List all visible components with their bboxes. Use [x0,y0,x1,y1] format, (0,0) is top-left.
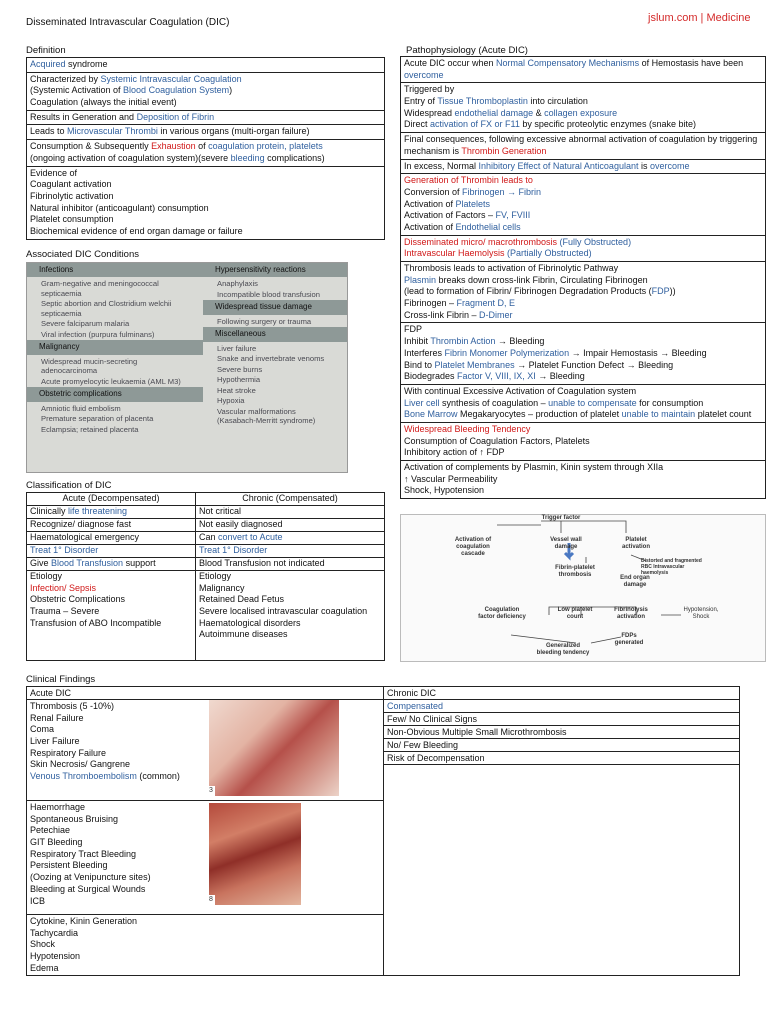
classification-table [26,492,385,661]
dg-fibrinolysis: Fibrinolysis activation [614,607,648,620]
dg-fdps: FDPs generated [614,633,644,646]
chronic-etiology-cell: Etiology Malignancy Retained Dead Fetus Severe localised intravascular coagulation Haematological disorders Autoimmune diseases [196,571,385,661]
cond-item: Vascular malformations (Kasabach-Merritt syndrome) [217,406,316,426]
patho-table [400,56,766,499]
definition-results: Results in Generation and Deposition of Fibrin [27,111,384,126]
cell: Can convert to Acute [196,532,385,545]
chronic-compensated: Compensated [384,700,740,713]
cond-head-obstetric: Obstetric complications [27,387,203,401]
cond-head-malignancy: Malignancy [27,340,203,354]
dg-coag-def: Coagulation factor deficiency [478,607,526,620]
page-title: Disseminated Intravascular Coagulation (DIC) [26,17,230,28]
cell: Blood Transfusion not indicated [196,558,385,571]
cond-item: Heat stroke [217,385,256,395]
acute-haemorrhage: Haemorrhage Spontaneous Bruising Petechiae GIT Bleeding Respiratory Tract Bleeding Persistent Bleeding (Oozing at Venipuncture sites) Bleeding at Surgical Wounds ICB 8 [27,801,383,915]
clinical-heading: Clinical Findings [26,674,96,685]
classification-heading: Classification of DIC [26,480,112,491]
cond-item: Septic abortion and Clostridium welchii septicaemia [41,299,172,318]
cond-item: Severe burns [217,364,263,374]
patho-triggers: Triggered by Entry of Tissue Thromboplastin into circulation Widespread endothelial damage & collagen exposure Direct activation of FX or F11 by specific proteolytic enzymes (snake bite) [401,83,765,133]
patho-fibrinolysis: Thrombosis leads to activation of Fibrinolytic Pathway Plasmin breaks down cross-link Fibrin, Circulating Fibrinogen (lead to formation of Fibrin/ Fibrinogen Degradation Products (FDP)) Fibrinogen – Fragment D, E Cross-link Fibrin – D-Dimer [401,262,765,323]
definition-consumption: Consumption & Subsequently Exhaustion of coagulation protein, platelets (ongoing activation of coagulation system)(severe bleeding complications) [27,140,384,166]
dg-distorted: Distorted and fragmented RBC Intravascular haemolysis [641,558,702,576]
cond-head-infections: Infections [27,263,203,277]
definition-acquired: Acquired syndrome [27,58,384,73]
cond-head-tissue-damage: Widespread tissue damage [203,300,348,314]
cond-item: Following surgery or trauma [217,316,312,326]
cond-item: Anaphylaxis [217,279,258,289]
cond-item: Incompatible blood transfusion [217,289,321,299]
patho-fdp: FDP Inhibit Thrombin Action → Bleeding Interferes Fibrin Monomer Polymerization → Impair Hemostasis → Bleeding Bind to Platelet Membranes → Platelet Function Defect → Bleeding Biodegrades Factor V, VIII, IX, XI → Bleeding [401,323,765,384]
definition-heading: Definition [26,45,66,56]
cond-item: Amniotic fluid embolism [41,403,121,413]
bruising-photo: 8 [209,803,301,905]
cond-item: Liver failure [217,343,257,353]
patho-bleeding: Widespread Bleeding Tendency Consumption of Coagulation Factors, Platelets Inhibitory action of ↑ FDP [401,423,765,461]
clinical-table [26,686,740,976]
cond-item: Snake and invertebrate venoms [217,354,325,364]
dg-act-coag: Activation of coagulation cascade [454,537,492,557]
cond-item: Severe falciparum malaria [41,319,130,329]
cell: Not easily diagnosed [196,519,385,532]
leg-necrosis-photo: 3 [209,700,339,796]
patho-excess: In excess, Normal Inhibitory Effect of Natural Anticoagulant is overcome [401,160,765,175]
cell: Not critical [196,506,385,519]
dg-end-organ: End organ damage [620,575,650,588]
patho-heading: Pathophysiology (Acute DIC) [406,45,528,56]
dg-vessel: Vessel wall damage [550,537,582,550]
associated-conditions-image [26,262,348,473]
cell: Clinically life threatening [27,506,196,519]
associated-heading: Associated DIC Conditions [26,249,139,260]
site-link[interactable]: jslum.com | Medicine [648,12,751,24]
cond-item: Widespread mucin-secreting adenocarcinoma [41,356,138,376]
acute-thrombosis: Thrombosis (5 -10%) Renal Failure Coma Liver Failure Respiratory Failure Skin Necrosis/ Gangrene Venous Thromboembolism (common) 3 [27,700,383,801]
cond-head-hypersensitivity: Hypersensitivity reactions [203,263,348,277]
patho-compensation: Acute DIC occur when Normal Compensatory Mechanisms of Hemostasis have been overcome [401,57,765,83]
cond-item: Gram-negative and meningococcal septicaemia [41,279,159,298]
patho-final: Final consequences, following excessive abnormal activation of coagulation by triggering mechanism is Thrombin Generation [401,133,765,159]
col-acute: Acute (Decompensated) [27,493,196,506]
dg-hypo: Hypotension, Shock [683,607,719,620]
chronic-row: No/ Few Bleeding [384,739,740,752]
col-chronic: Chronic (Compensated) [196,493,385,506]
cell: Recognize/ diagnose fast [27,519,196,532]
dg-plt-act: Platelet activation [621,537,650,550]
cond-item: Premature separation of placenta [41,414,154,424]
patho-continual: With continual Excessive Activation of Coagulation system Liver cell synthesis of coagulation – unable to compensate for consumption Bone Marrow Megakaryocytes – production of platelet unable to maintain platelet count [401,385,765,423]
chronic-row: Few/ No Clinical Signs [384,713,740,726]
chronic-head: Chronic DIC [384,687,740,700]
cond-head-misc: Miscellaneous [203,327,348,341]
definition-leads: Leads to Microvascular Thrombi in various organs (multi-organ failure) [27,125,384,140]
dg-low-plt: Low platelet count [557,607,593,620]
cond-item: Viral infection (purpura fulminans) [41,329,155,339]
dg-fib-plt: Fibrin-platelet thrombosis [555,565,595,578]
cond-item: Hypoxia [217,396,245,406]
definition-table [26,57,385,240]
cond-item: Acute promyelocytic leukaemia (AML M3) [41,376,181,386]
patho-thrombin: Generation of Thrombin leads to Conversion of Fibrinogen → Fibrin Activation of Platelets Activation of Factors – FV, FVIII Activation of Endothelial cells [401,174,765,235]
cell: Give Blood Transfusion support [27,558,196,571]
chronic-row: Non-Obvious Multiple Small Microthrombosis [384,726,740,739]
acute-etiology-cell: Etiology Infection/ Sepsis Obstetric Complications Trauma – Severe Transfusion of ABO Incompatible [27,571,196,661]
definition-characterized: Characterized by Systemic Intravascular Coagulation (Systemic Activation of Blood Coagulation System) Coagulation (always the initial event) [27,73,384,111]
patho-complement: Activation of complements by Plasmin, Kinin system through XIIa ↑ Vascular Permeability Shock, Hypotension [404,462,664,496]
cell: Treat 1° Disorder [27,545,196,558]
chronic-row: Risk of Decompensation [384,752,740,765]
definition-evidence: Evidence of Coagulant activation Fibrinolytic activation Natural inhibitor (anticoagulant) consumption Platelet consumption Biochemical evidence of end organ damage or failure [30,167,243,236]
acute-head: Acute DIC [27,687,383,700]
cell: Treat 1° Disorder [196,545,385,558]
cell: Haematological emergency [27,532,196,545]
cond-item: Eclampsia; retained placenta [41,424,139,434]
patho-thrombosis: Disseminated micro/ macrothrombosis (Fully Obstructed) Intravascular Haemolysis (Partially Obstructed) [401,236,765,262]
acute-cytokine: Cytokine, Kinin Generation Tachycardia Shock Hypotension Edema [30,916,138,973]
dg-trigger: Trigger factor [541,515,581,521]
dg-gen-bleed: Generalized bleeding tendency [536,643,590,656]
pathophysiology-diagram [400,514,766,662]
cond-item: Hypothermia [217,375,261,385]
